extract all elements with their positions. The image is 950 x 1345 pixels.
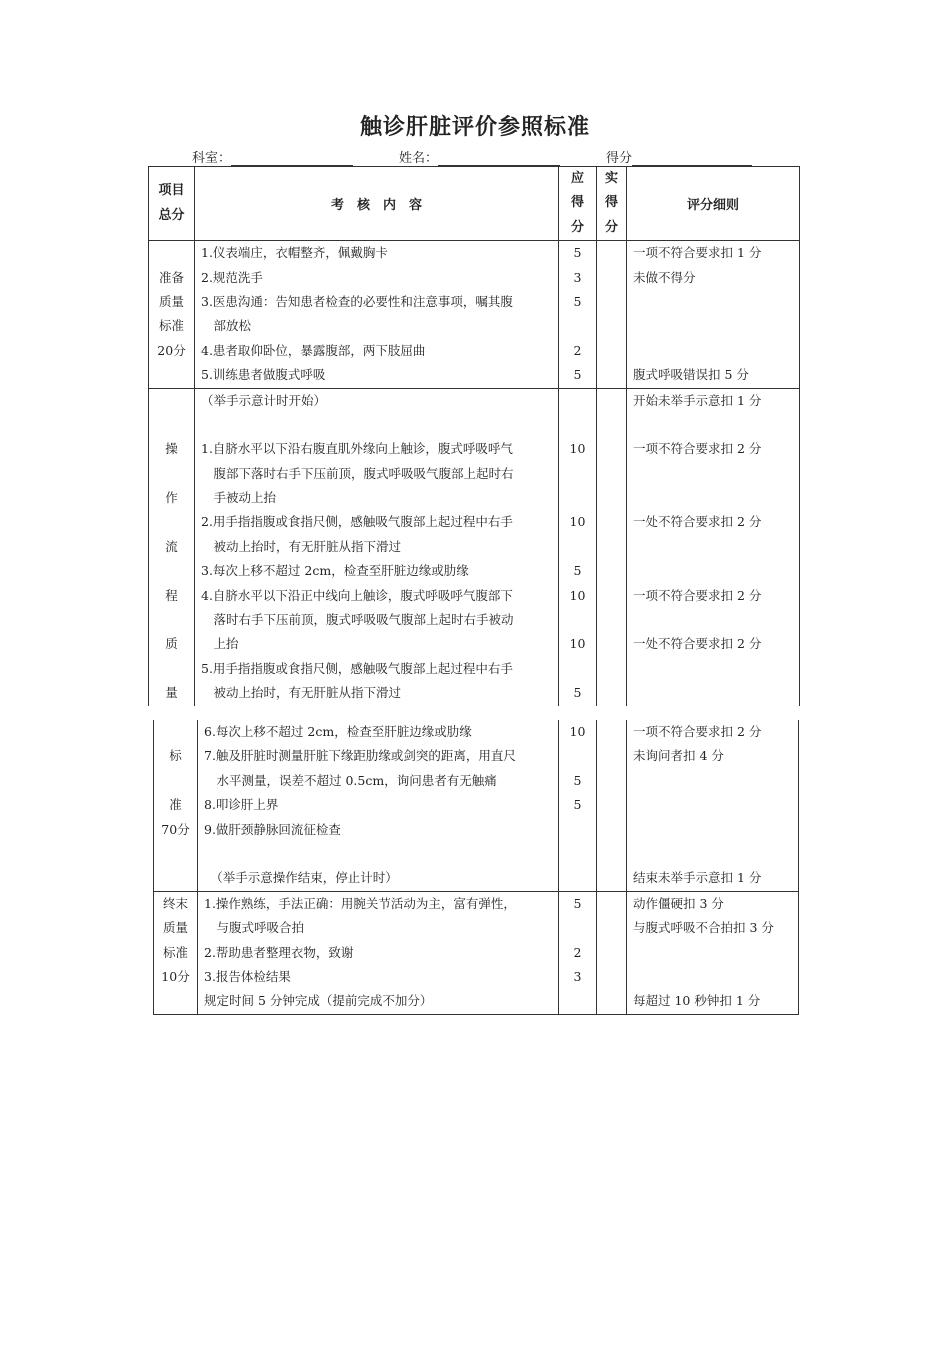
dept-label: 科室： <box>192 151 232 166</box>
section-should-score-line: 10 <box>569 441 586 457</box>
section-row <box>154 720 799 891</box>
section-rules-line: 每超过 10 秒钟扣 1 分 <box>633 993 761 1009</box>
section-should-score-line <box>559 314 596 338</box>
section-content-line: 水平测量，误差不超过 0.5cm，询问患者有无触痛 <box>204 772 497 788</box>
section-content-line: 腹部下落时右手下压前顶，腹式呼吸吸气腹部上起时右 <box>201 465 514 481</box>
section-should-score-line <box>559 535 596 559</box>
section-content-line: 2.用手指指腹或食指尺侧，感触吸气腹部上起过程中右手 <box>201 514 513 530</box>
evaluation-table-part2 <box>153 720 799 1015</box>
section-category-line: 质 <box>165 636 178 652</box>
section-rules-line <box>633 842 798 866</box>
section-category-line: 质量 <box>162 920 188 936</box>
section-content-line: （举手示意计时开始） <box>201 392 327 408</box>
section-should-score-line <box>559 486 596 510</box>
section-should-score-line <box>559 818 596 842</box>
section-actual-score[interactable] <box>597 388 627 706</box>
score-label: 得分 <box>606 151 633 166</box>
section-rules <box>627 891 799 1014</box>
section-rules-line <box>633 941 798 965</box>
section-should-score-line: 3 <box>573 269 582 285</box>
section-rules-line: 结束未举手示意扣 1 分 <box>633 870 762 886</box>
section-rules <box>627 388 800 706</box>
header-category: 项目 总分 <box>149 167 195 241</box>
section-category-line: 标 <box>169 748 182 764</box>
section-category <box>149 241 195 388</box>
dept-field <box>192 147 353 166</box>
section-row <box>154 891 799 1014</box>
section-content-line: 9.做肝颈静脉回流征检查 <box>204 821 341 837</box>
section-actual-score[interactable] <box>597 720 627 891</box>
header-rules: 评分细则 <box>627 167 800 241</box>
section-rules-line <box>633 486 799 510</box>
section-rules-line: 动作僵硬扣 3 分 <box>633 895 724 911</box>
section-content-line: 部放松 <box>201 318 252 334</box>
section-category-line: 质量 <box>158 293 184 309</box>
section-should-score-line: 5 <box>573 563 582 579</box>
section-should-score-line <box>559 842 596 866</box>
section-category-line <box>154 720 197 744</box>
section-content-line: 8.叩诊肝上界 <box>204 797 279 813</box>
section-content <box>198 891 559 1014</box>
section-should-score-line: 5 <box>573 293 582 309</box>
section-should-score-line: 2 <box>573 944 582 960</box>
section-rules-line: 未做不得分 <box>633 269 696 285</box>
section-rules-line <box>633 462 799 486</box>
section-content <box>195 241 559 388</box>
section-content <box>195 388 559 706</box>
section-rules-line: 一处不符合要求扣 2 分 <box>633 636 762 652</box>
section-content-line: 上抬 <box>201 636 239 652</box>
section-category <box>154 891 198 1014</box>
section-category-line <box>149 389 194 413</box>
section-rules <box>627 241 800 388</box>
section-category-line <box>154 989 197 1013</box>
section-rules-line <box>633 535 799 559</box>
section-rules-line <box>633 818 798 842</box>
section-rules-line <box>633 793 798 817</box>
section-category-line: 操 <box>165 441 178 457</box>
section-category-line: 作 <box>165 490 178 506</box>
section-should-score <box>559 388 597 706</box>
section-category-line: 标准 <box>158 318 184 334</box>
section-category-line <box>149 241 194 265</box>
section-should-score-line: 5 <box>573 772 582 788</box>
section-content-line: 5.用手指指腹或食指尺侧，感触吸气腹部上起过程中右手 <box>201 660 513 676</box>
section-category-line: 量 <box>165 685 178 701</box>
score-field <box>606 147 752 166</box>
section-should-score-line <box>559 989 596 1013</box>
score-blank[interactable] <box>632 151 752 166</box>
section-rules-line: 一项不符合要求扣 2 分 <box>633 724 762 739</box>
section-rules-line: 一项不符合要求扣 2 分 <box>633 441 762 457</box>
section-content-line: 落时右手下压前顶，腹式呼吸吸气腹部上起时右手被动 <box>201 612 514 628</box>
section-content-line: 6.每次上移不超过 2cm，检查至肝脏边缘或肋缘 <box>204 724 472 739</box>
header-content: 考 核 内 容 <box>195 167 559 241</box>
section-should-score-line: 10 <box>569 636 586 652</box>
section-rules-line: 与腹式呼吸不合拍扣 3 分 <box>633 920 774 936</box>
section-rules-line: 一项不符合要求扣 2 分 <box>633 587 762 603</box>
header-actual-score: 实 得 分 <box>597 167 627 241</box>
section-rules <box>627 720 799 891</box>
section-actual-score[interactable] <box>597 241 627 388</box>
header-should-score: 应 得 分 <box>559 167 597 241</box>
evaluation-table-part1 <box>148 166 800 706</box>
section-rules-line <box>633 608 799 632</box>
section-rules-line <box>633 413 799 437</box>
section-row <box>149 388 800 706</box>
section-category-line <box>149 363 194 387</box>
section-content-line: 3.报告体检结果 <box>204 968 291 984</box>
page-title: 触诊肝脏评价参照标准 <box>359 114 590 140</box>
section-rules-line: 一处不符合要求扣 2 分 <box>633 514 762 530</box>
section-category-line <box>149 657 194 681</box>
section-rules-line: 一项不符合要求扣 1 分 <box>633 245 762 261</box>
name-blank[interactable] <box>438 151 560 166</box>
section-rules-line: 腹式呼吸错误扣 5 分 <box>633 367 749 383</box>
section-category-line: 准备 <box>158 269 184 285</box>
section-should-score-line: 10 <box>569 514 586 530</box>
section-content-line: 5.训练患者做腹式呼吸 <box>201 367 326 383</box>
section-content-line <box>201 413 558 437</box>
section-content-line: 7.触及肝脏时测量肝脏下缘距肋缘或剑突的距离，用直尺 <box>204 748 516 764</box>
section-should-score-line: 10 <box>569 724 586 739</box>
section-should-score-line <box>559 866 596 890</box>
section-should-score-line <box>559 462 596 486</box>
section-content <box>198 720 559 891</box>
section-content-line: 4.自脐水平以下沿正中线向上触诊，腹式呼吸呼气腹部下 <box>201 587 513 603</box>
section-should-score-line <box>559 389 596 413</box>
name-label: 姓名： <box>399 151 439 166</box>
section-content-line: 4.患者取仰卧位，暴露腹部，两下肢屈曲 <box>201 342 426 358</box>
section-content-line: 2.规范洗手 <box>201 269 263 285</box>
section-category-line: 标准 <box>162 944 188 960</box>
section-category-line <box>149 608 194 632</box>
section-content-line <box>204 842 558 866</box>
section-rules-line <box>633 965 798 989</box>
table-header-row <box>149 167 800 241</box>
section-should-score-line <box>559 413 596 437</box>
section-category-line <box>149 510 194 534</box>
section-should-score-line <box>559 916 596 940</box>
section-rules-line <box>633 314 799 338</box>
section-category-line <box>154 866 197 890</box>
section-rules-line <box>633 681 799 705</box>
section-content-line: 3.每次上移不超过 2cm，检查至肝脏边缘或肋缘 <box>201 563 469 579</box>
section-rules-line <box>633 339 799 363</box>
section-category-line: 20分 <box>157 342 186 358</box>
section-rules-line: 未询问者扣 4 分 <box>633 748 724 764</box>
dept-blank[interactable] <box>231 151 353 166</box>
section-should-score-line: 5 <box>573 685 582 701</box>
section-should-score-line <box>559 744 596 768</box>
section-should-score-line: 3 <box>573 968 582 984</box>
section-category-line <box>149 462 194 486</box>
section-category-line: 流 <box>165 538 178 554</box>
section-category-line: 终末 <box>162 895 188 911</box>
section-rules-line <box>633 769 798 793</box>
section-rules-line <box>633 559 799 583</box>
section-content-line: 规定时间 5 分钟完成（提前完成不加分） <box>204 993 433 1009</box>
section-should-score-line: 10 <box>569 587 586 603</box>
section-content-line: 被动上抬时，有无肝脏从指下滑过 <box>201 538 402 554</box>
section-should-score <box>559 891 597 1014</box>
section-content-line: 1.操作熟练，手法正确：用腕关节活动为主，富有弹性， <box>204 895 516 911</box>
section-rules-line <box>633 290 799 314</box>
section-rules-line <box>633 657 799 681</box>
section-should-score-line: 5 <box>573 895 582 911</box>
section-should-score-line <box>559 608 596 632</box>
section-category-line: 程 <box>165 587 178 603</box>
section-content-line: 3.医患沟通：告知患者检查的必要性和注意事项，嘱其腹 <box>201 293 513 309</box>
section-category-line <box>149 413 194 437</box>
section-should-score-line: 5 <box>573 367 582 383</box>
section-should-score-line: 5 <box>573 245 582 261</box>
section-category <box>149 388 195 706</box>
section-should-score <box>559 241 597 388</box>
section-category-line <box>149 559 194 583</box>
section-row <box>149 241 800 388</box>
name-field <box>399 147 560 166</box>
section-category-line <box>154 769 197 793</box>
section-should-score-line <box>559 657 596 681</box>
section-category <box>154 720 198 891</box>
section-content-line: （举手示意操作结束，停止计时） <box>204 870 398 886</box>
section-rules-line: 开始未举手示意扣 1 分 <box>633 392 762 408</box>
section-content-line: 被动上抬时，有无肝脏从指下滑过 <box>201 685 402 701</box>
section-actual-score[interactable] <box>597 891 627 1014</box>
section-category-line: 准 <box>169 797 182 813</box>
section-should-score <box>559 720 597 891</box>
section-category-line <box>154 842 197 866</box>
section-content-line: 1.仪表端庄，衣帽整齐，佩戴胸卡 <box>201 245 388 261</box>
section-should-score-line: 2 <box>573 342 582 358</box>
section-content-line: 2.帮助患者整理衣物，致谢 <box>204 944 354 960</box>
section-category-line: 70分 <box>161 821 190 837</box>
section-should-score-line: 5 <box>573 797 582 813</box>
section-content-line: 1.自脐水平以下沿右腹直肌外缘向上触诊，腹式呼吸呼气 <box>201 441 513 457</box>
section-content-line: 与腹式呼吸合拍 <box>204 920 305 936</box>
section-category-line: 10分 <box>161 968 190 984</box>
section-content-line: 手被动上抬 <box>201 490 277 506</box>
